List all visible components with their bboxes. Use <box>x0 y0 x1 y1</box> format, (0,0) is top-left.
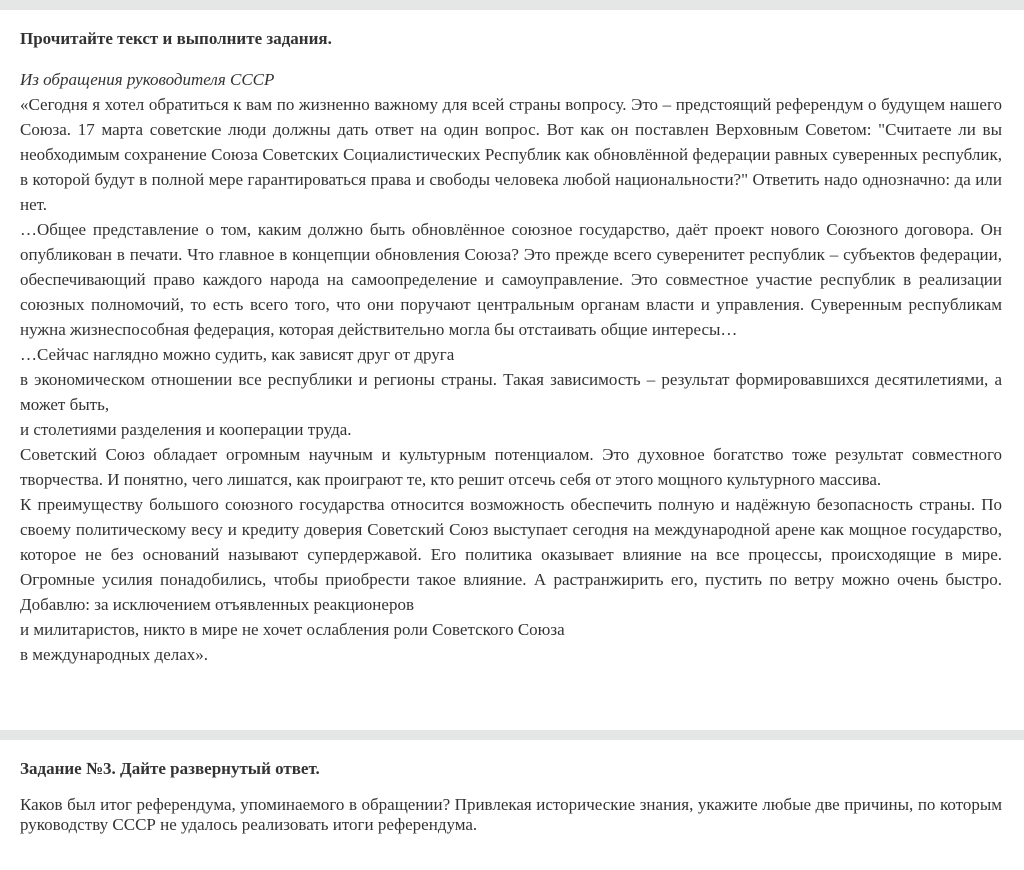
text-paragraph: и милитаристов, никто в мире не хочет ослабления роли Советского Союза <box>20 620 565 639</box>
text-paragraph: К преимуществу большого союзного государства относится возможность обеспечить полную и надёжную безопасность страны. По своему политическому весу и кредиту доверия Советский Союз выступает сегодня на международной арене как мощное государство, которое не без оснований называют супердержавой. Его политика оказывает влияние на все процессы, происходящие в мире. Огромные усилия понадобились, чтобы приобрести такое влияние. А растранжирить его, пустить по ветру можно очень быстро. Добавлю: за исключением отъявленных реакционеров <box>20 495 1002 614</box>
text-paragraph: …Общее представление о том, каким должно быть обновлённое союзное государство, даёт проект нового Союзного договора. Он опубликован в печати. Что главное в концепции обновления Союза? Это прежде всего суверенитет республик – субъектов федерации, обеспечивающий право каждого народа на самоопределение и самоуправление. Это совместное участие республик в реализации союзных полномочий, то есть всего того, что они поручают центральным органам власти и управления. Суверенным республикам нужна жизнеспособная федерация, которая действительно могла бы отстаивать общие интересы… <box>20 220 1002 339</box>
top-separator-band <box>0 0 1024 10</box>
text-paragraph: Советский Союз обладает огромным научным и культурным потенциалом. Это духовное богатство тоже результат совместного творчества. И понятно, чего лишатся, как проиграют те, кто решит отсечь себя от этого мощного культурного массива. <box>20 445 1002 489</box>
text-paragraph: и столетиями разделения и кооперации труда. <box>20 420 352 439</box>
source-caption: Из обращения руководителя СССР <box>20 70 275 89</box>
text-paragraph: в международных делах». <box>20 645 209 664</box>
text-paragraph: …Сейчас наглядно можно судить, как зависят друг от друга <box>20 345 455 364</box>
task-question: Каков был итог референдума, упоминаемого в обращении? Привлекая исторические знания, укажите любые две причины, по которым руководству СССР не удалось реализовать итоги референдума. <box>20 795 1002 834</box>
task-section <box>20 756 1002 835</box>
section-separator-band <box>0 730 1024 740</box>
text-paragraph: в экономическом отношении все республики и регионы страны. Такая зависимость – результат формировавшихся десятилетиями, а может быть, <box>20 370 1002 414</box>
text-paragraph: «Сегодня я хотел обратиться к вам по жизненно важному для всей страны вопросу. Это – предстоящий референдум о будущем нашего Союза. 17 марта советские люди должны дать ответ на один вопрос. Вот как он поставлен Верховным Советом: "Считаете ли вы необходимым сохранение Союза Советских Социалистических Республик как обновлённой федерации равных суверенных республик, в которой будут в полной мере гарантироваться права и свободы человека любой национальности?" Ответить надо однозначно: да или нет. <box>20 95 1002 214</box>
reading-text-section <box>20 26 1002 667</box>
task-title: Задание №3. Дайте развернутый ответ. <box>20 759 320 778</box>
instruction-heading: Прочитайте текст и выполните задания. <box>20 29 332 48</box>
